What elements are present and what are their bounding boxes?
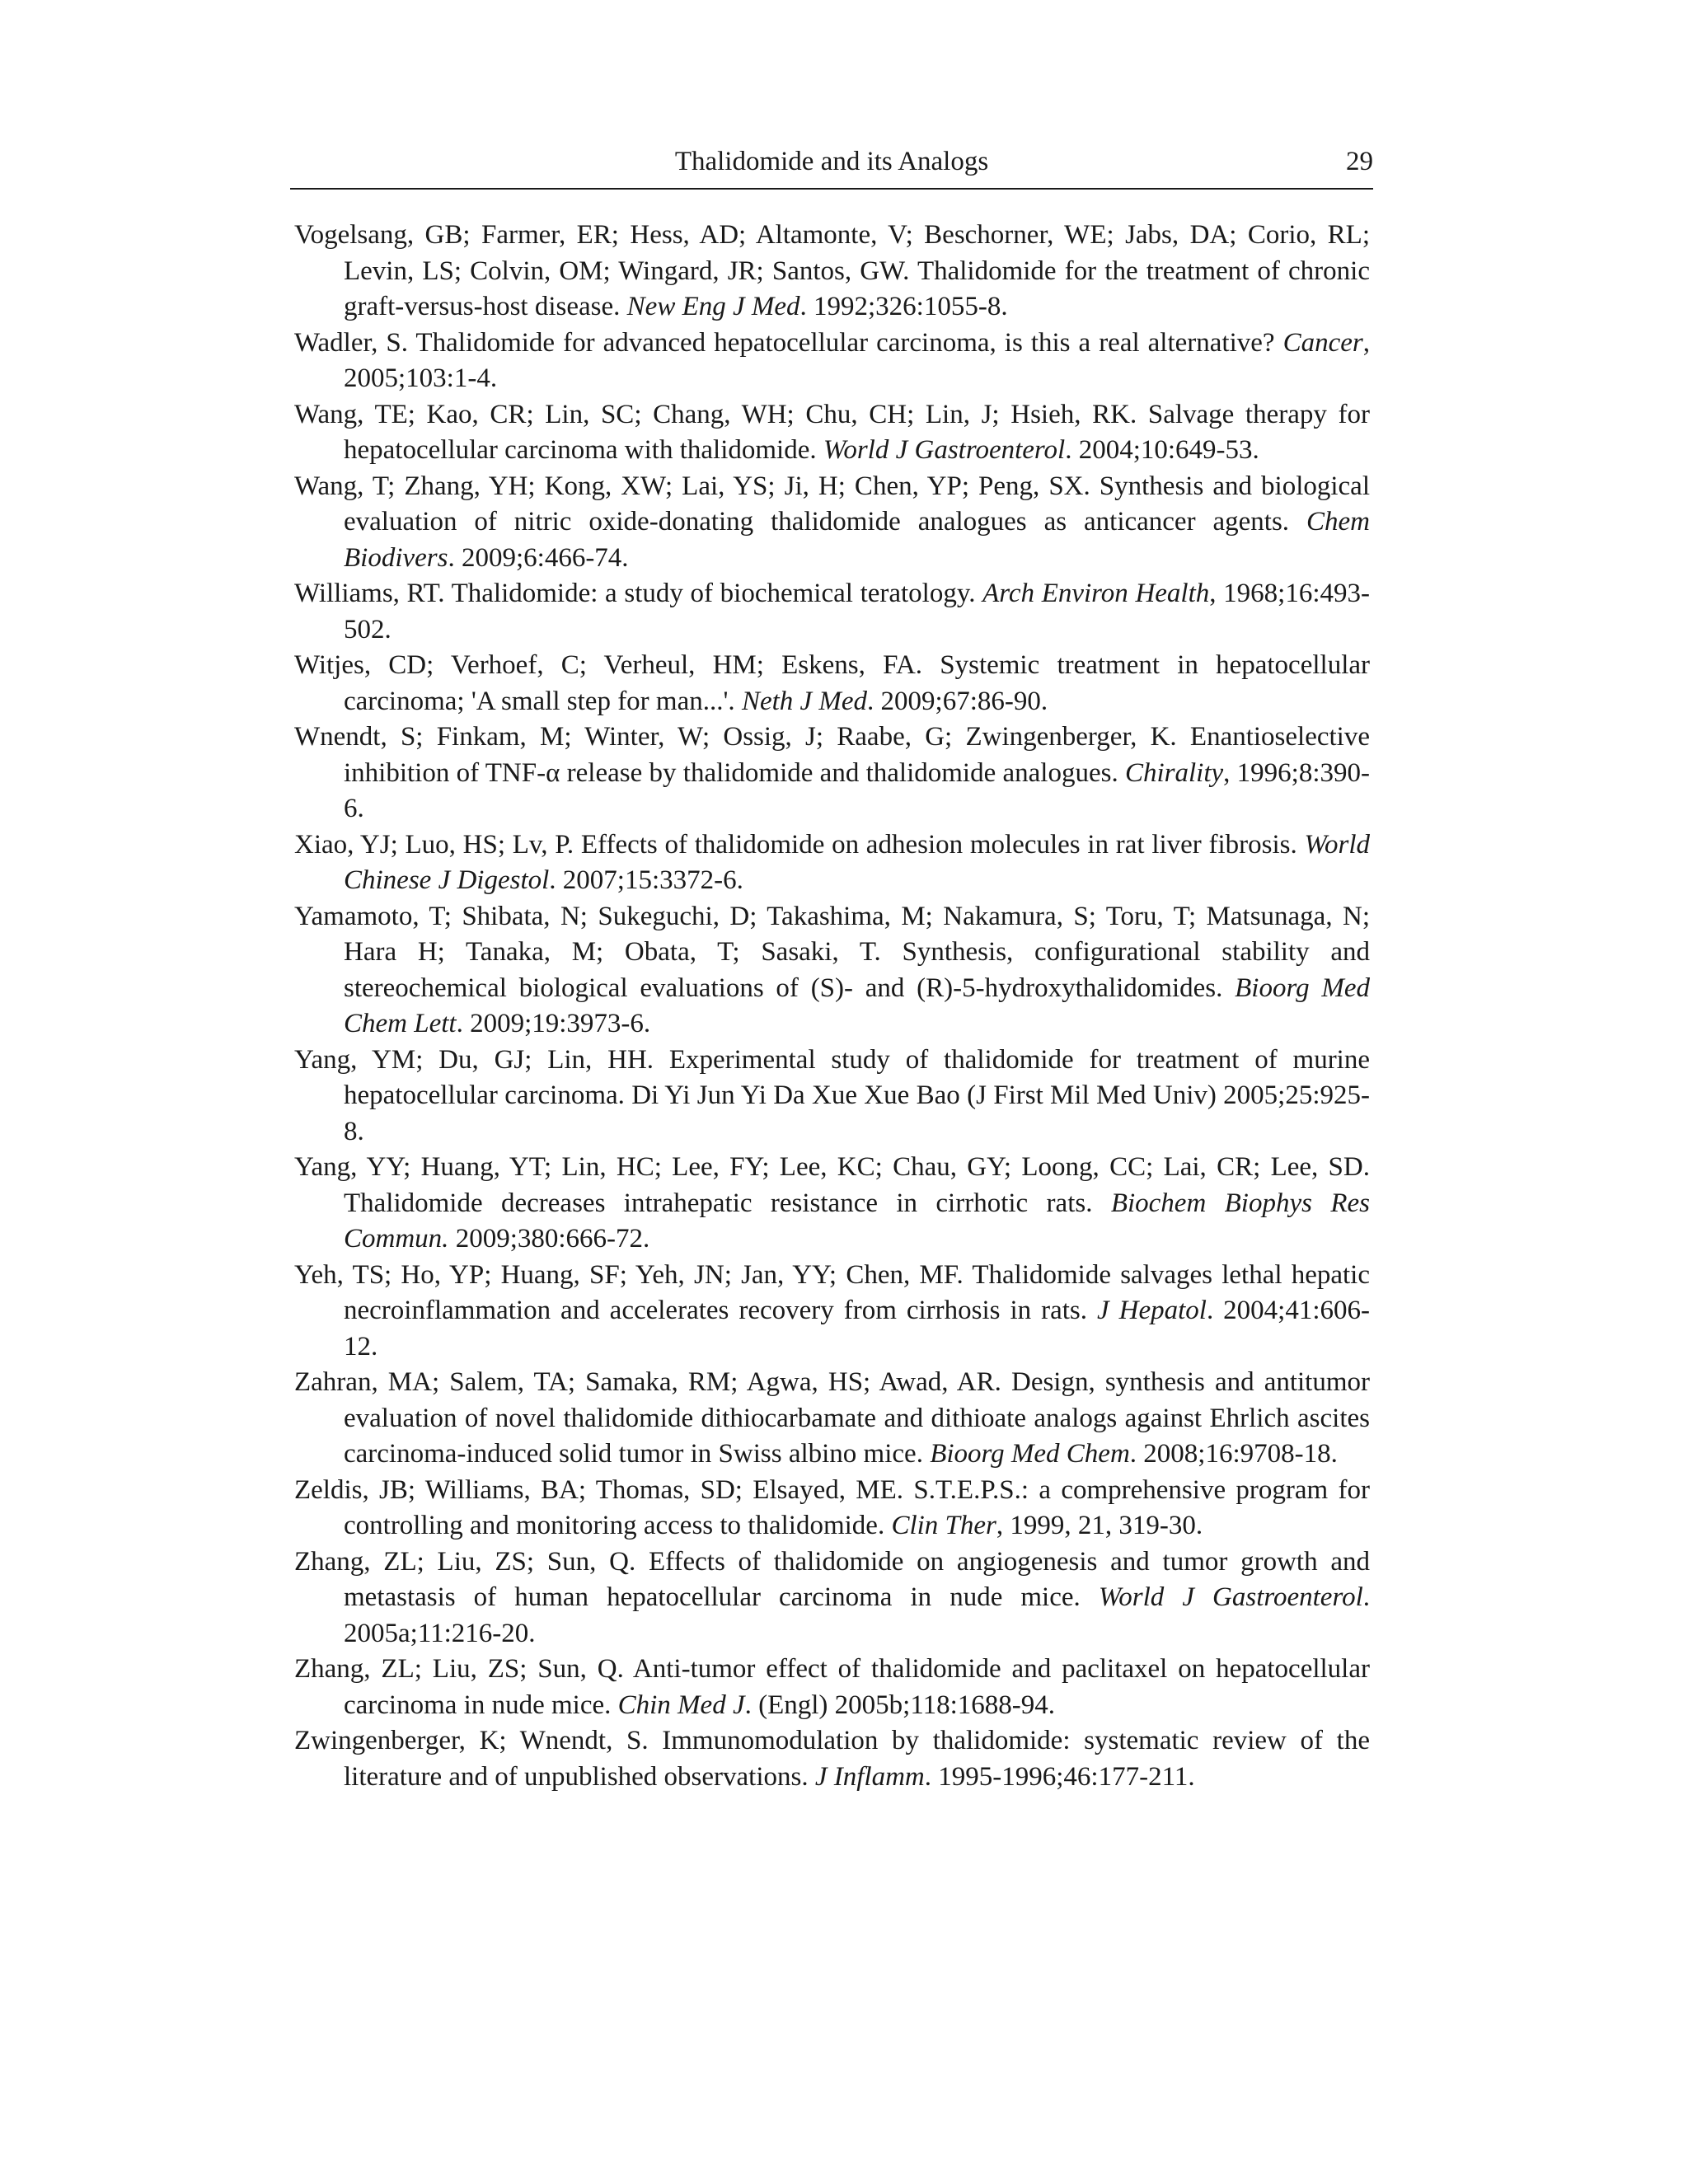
reference-item: Yamamoto, T; Shibata, N; Sukeguchi, D; Takashima, M; Nakamura, S; Toru, T; Matsunaga, N; Hara H; Tanaka, M; Obata, T; Sasaki, T. Synthesis, configurational stability and stereochemical biological evaluations of (S)- and (R)-5-hydroxythalidomides. Bioorg Med Chem Lett. 2009;19:3973-6. [294,901,1370,1038]
reference-item: Yang, YM; Du, GJ; Lin, HH. Experimental study of thalidomide for treatment of murine hepatocellular carcinoma. Di Yi Jun Yi Da Xue Xue Bao (J First Mil Med Univ) 2005;25:925-8. [294,1044,1370,1146]
reference-item: Zeldis, JB; Williams, BA; Thomas, SD; Elsayed, ME. S.T.E.P.S.: a comprehensive program for controlling and monitoring access to thalidomide. Clin Ther, 1999, 21, 319-30. [294,1474,1370,1540]
header-rule [290,188,1373,190]
reference-item: Yang, YY; Huang, YT; Lin, HC; Lee, FY; Lee, KC; Chau, GY; Loong, CC; Lai, CR; Lee, SD. Thalidomide decreases intrahepatic resistance in cirrhotic rats. Biochem Biophys Res Commun. 2009;380:666-72. [294,1152,1370,1254]
reference-item: Williams, RT. Thalidomide: a study of biochemical teratology. Arch Environ Health, 1968;16:493-502. [294,579,1370,644]
reference-item: Yeh, TS; Ho, YP; Huang, SF; Yeh, JN; Jan, YY; Chen, MF. Thalidomide salvages lethal hepatic necroinflammation and accelerates recovery from cirrhosis in rats. J Hepatol. 2004;41:606-12. [294,1259,1371,1361]
reference-item: Zwingenberger, K; Wnendt, S. Immunomodulation by thalidomide: systematic review of the literature and of unpublished observations. J Inflamm. 1995-1996;46:177-211. [294,1726,1370,1792]
reference-item: Xiao, YJ; Luo, HS; Lv, P. Effects of thalidomide on adhesion molecules in rat liver fibrosis. World Chinese J Digestol. 2007;15:3372-6. [294,829,1370,895]
reference-item: Wnendt, S; Finkam, M; Winter, W; Ossig, J; Raabe, G; Zwingenberger, K. Enantioselective inhibition of TNF-α release by thalidomide and thalidomide analogues. Chirality, 1996;8:390-6. [294,722,1370,823]
reference-list [294,218,1370,1795]
reference-item: Zhang, ZL; Liu, ZS; Sun, Q. Anti-tumor effect of thalidomide and paclitaxel on hepatocellular carcinoma in nude mice. Chin Med J. (Engl) 2005b;118:1688-94. [294,1654,1370,1720]
reference-item: Wang, T; Zhang, YH; Kong, XW; Lai, YS; Ji, H; Chen, YP; Peng, SX. Synthesis and biological evaluation of nitric oxide-donating thalidomide analogues as anticancer agents. Chem Biodivers. 2009;6:466-74. [294,471,1370,573]
running-header [290,142,1373,181]
reference-item: Zhang, ZL; Liu, ZS; Sun, Q. Effects of thalidomide on angiogenesis and tumor growth and metastasis of human hepatocellular carcinoma in nude mice. World J Gastroenterol. 2005a;11:216-20. [294,1546,1370,1648]
reference-item: Zahran, MA; Salem, TA; Samaka, RM; Agwa, HS; Awad, AR. Design, synthesis and antitumor evaluation of novel thalidomide dithiocarbamate and dithioate analogs against Ehrlich ascites carcinoma-induced solid tumor in Swiss albino mice. Bioorg Med Chem. 2008;16:9708-18. [294,1367,1370,1469]
reference-item: Witjes, CD; Verhoef, C; Verheul, HM; Eskens, FA. Systemic treatment in hepatocellular carcinoma; 'A small step for man...'. Neth J Med. 2009;67:86-90. [294,650,1370,716]
reference-item: Vogelsang, GB; Farmer, ER; Hess, AD; Altamonte, V; Beschorner, WE; Jabs, DA; Corio, RL; Levin, LS; Colvin, OM; Wingard, JR; Santos, GW. Thalidomide for the treatment of chronic graft-versus-host disease. New Eng J Med. 1992;326:1055-8. [294,220,1370,321]
reference-item: Wang, TE; Kao, CR; Lin, SC; Chang, WH; Chu, CH; Lin, J; Hsieh, RK. Salvage therapy for hepatocellular carcinoma with thalidomide. World J Gastroenterol. 2004;10:649-53. [294,399,1370,465]
running-title: Thalidomide and its Analogs [674,147,989,176]
reference-item: Wadler, S. Thalidomide for advanced hepatocellular carcinoma, is this a real alternative? Cancer, 2005;103:1-4. [294,327,1370,393]
page-number: 29 [1346,147,1373,176]
